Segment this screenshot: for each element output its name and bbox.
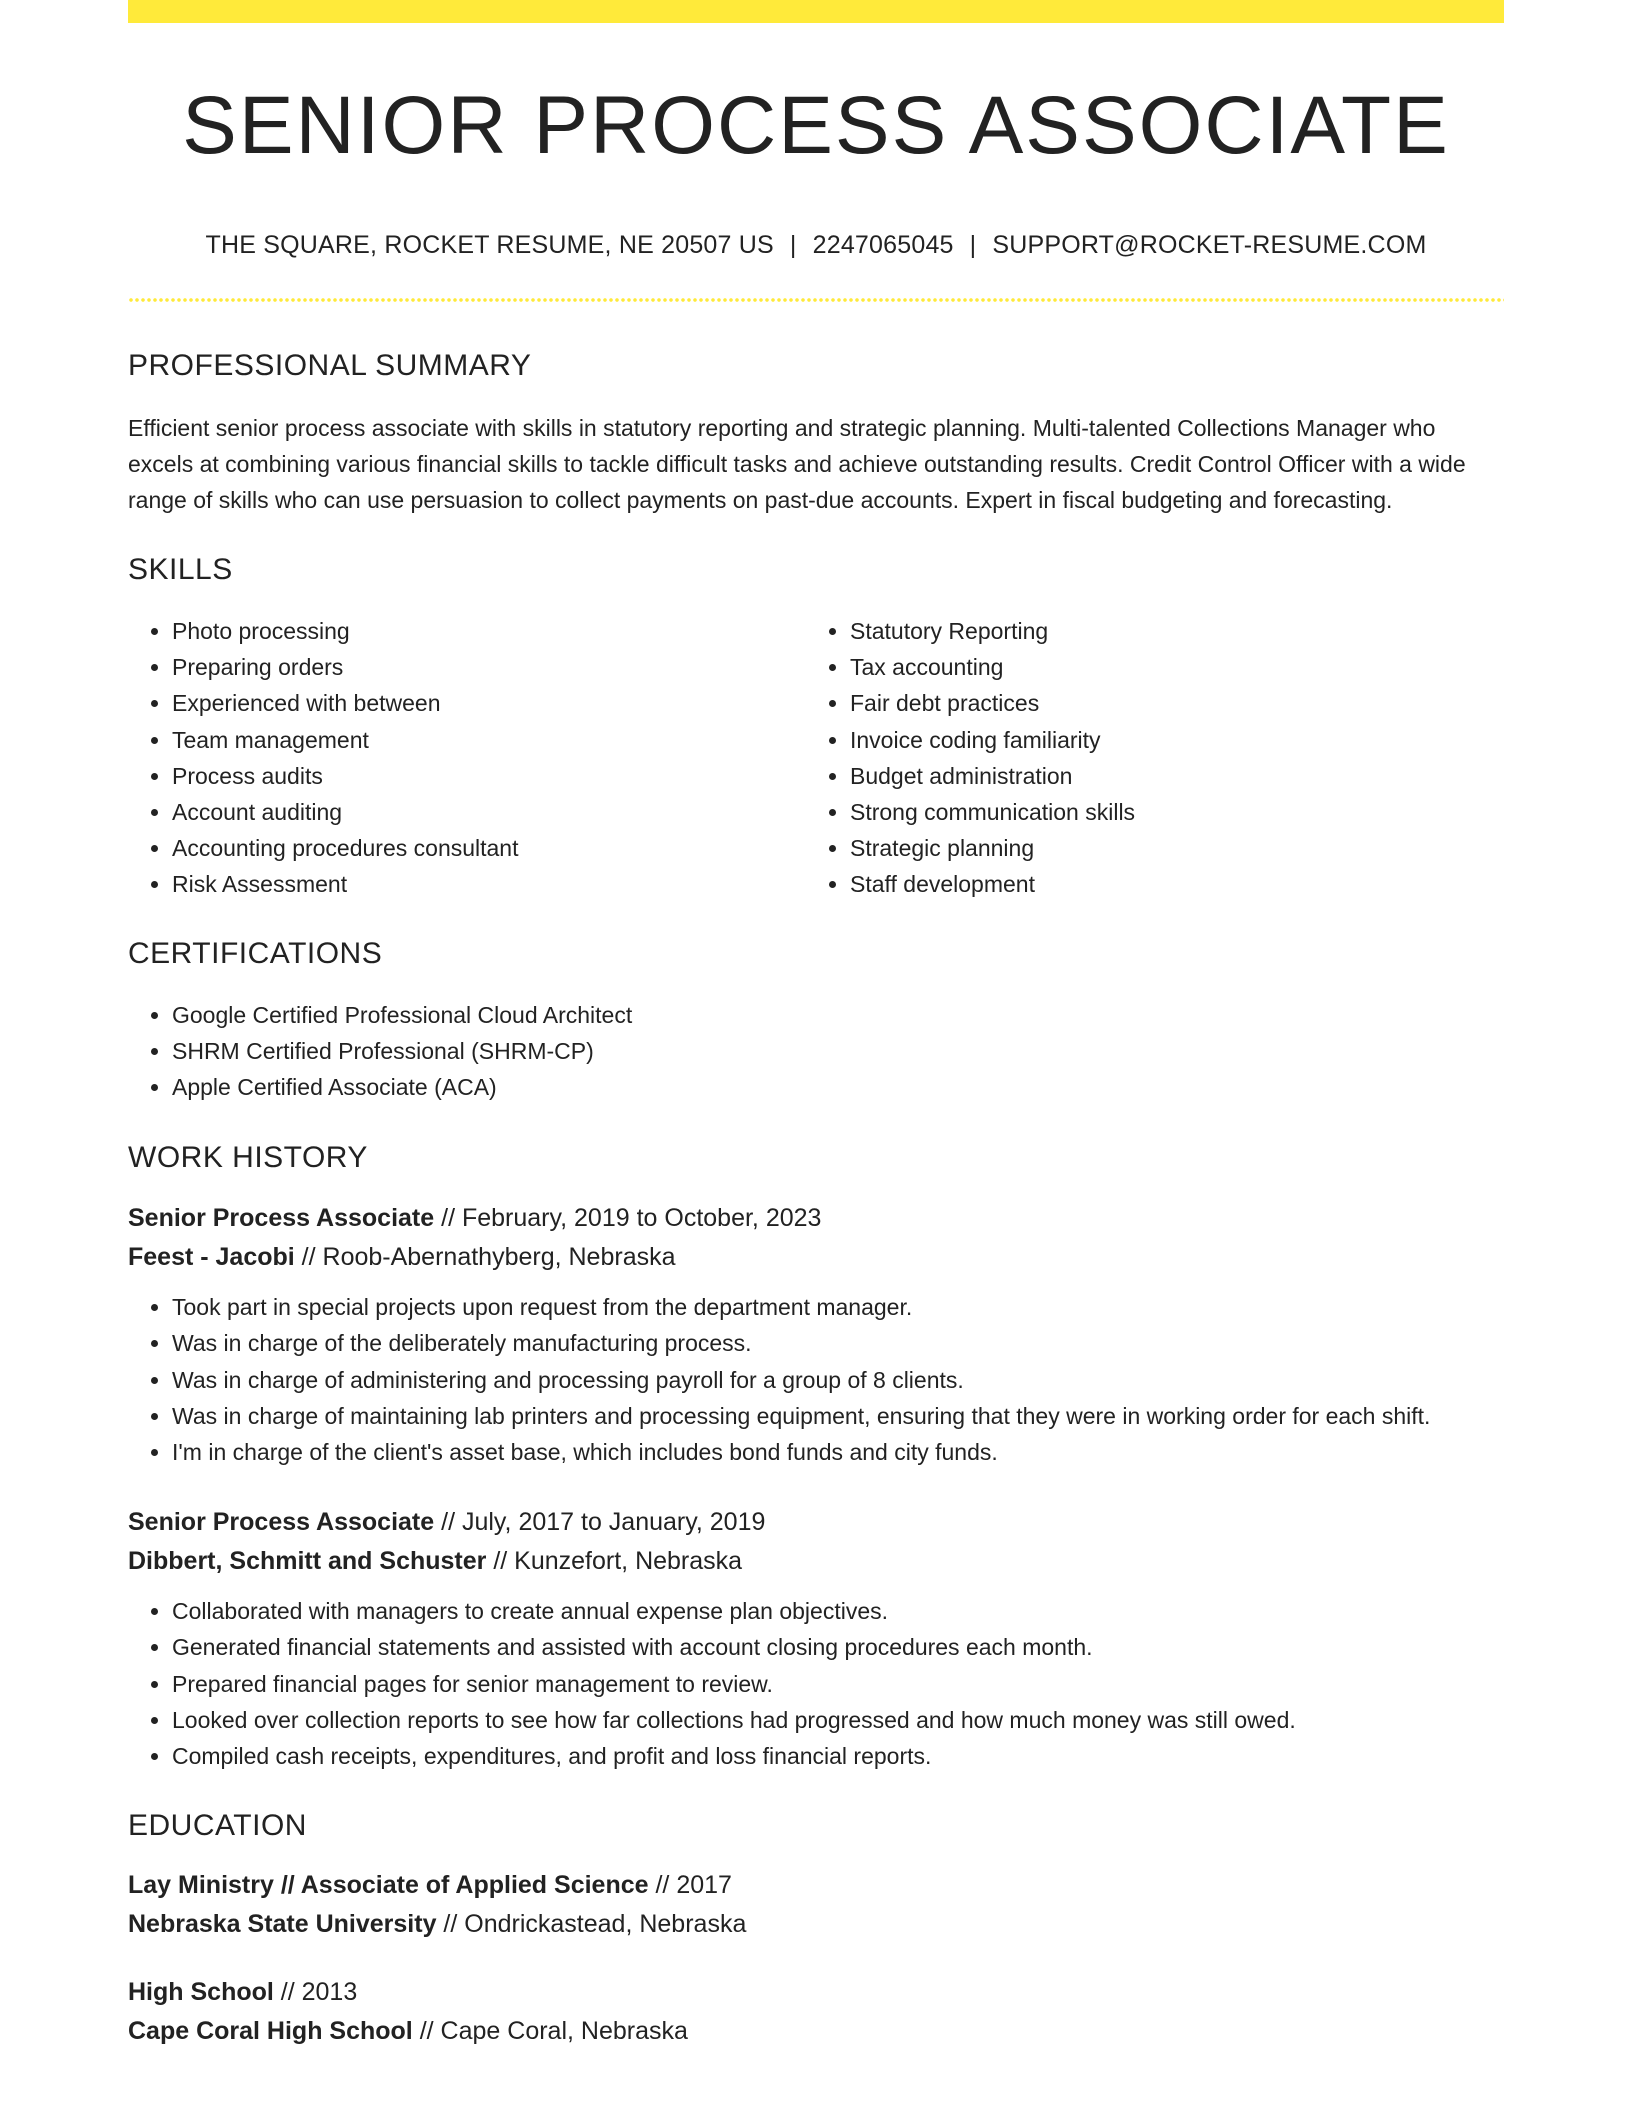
education-degree: Lay Ministry // Associate of Applied Science [128, 1871, 649, 1900]
skills-left-column [128, 613, 806, 903]
education-year: // 2013 [273, 1978, 358, 2007]
job-dates: // July, 2017 to January, 2019 [434, 1508, 766, 1537]
job-bullet: • Collaborated with managers to create annual expense plan objectives. [172, 1593, 1504, 1629]
page-title: SENIOR PROCESS ASSOCIATE [182, 80, 1450, 171]
address: THE SQUARE, ROCKET RESUME, NE 20507 US [205, 231, 774, 259]
skills-heading: SKILLS [128, 553, 233, 586]
education-heading: EDUCATION [128, 1809, 307, 1843]
top-accent-bar [128, 0, 1504, 23]
education-school: Nebraska State University [128, 1910, 437, 1939]
job-bullet: • Generated financial statements and assisted with account closing procedures each month. [172, 1629, 1504, 1665]
skill-item: • Account auditing [172, 794, 806, 830]
contact-separator: | [789, 231, 797, 259]
skill-item: • Photo processing [172, 613, 806, 649]
education-location: // Ondrickastead, Nebraska [436, 1910, 747, 1939]
resume-page [128, 0, 1504, 2051]
job-bullet: • Prepared financial pages for senior management to review. [172, 1666, 1504, 1702]
contact-separator: | [969, 231, 977, 259]
skills-columns [128, 613, 1504, 903]
job-entry [128, 1199, 1504, 1470]
skills-right-column [806, 613, 1484, 903]
job-entry [128, 1503, 1504, 1774]
education-year: // 2017 [648, 1871, 732, 1900]
skill-item: • Preparing orders [172, 649, 806, 685]
job-role-line [128, 1503, 1504, 1542]
job-bullet: • Compiled cash receipts, expenditures, and profit and loss financial reports. [172, 1738, 1504, 1774]
skill-item: • Budget administration [850, 758, 1484, 794]
certifications-heading: CERTIFICATIONS [128, 936, 383, 970]
skill-item: • Fair debt practices [850, 685, 1484, 721]
job-role: Senior Process Associate [128, 1508, 435, 1537]
skills-right-list [806, 613, 1484, 903]
skill-item: • Tax accounting [850, 649, 1484, 685]
job-company-line [128, 1542, 1504, 1581]
certifications-list [128, 997, 1504, 1106]
skill-item: • Accounting procedures consultant [172, 830, 806, 866]
certification-item: • SHRM Certified Professional (SHRM-CP) [172, 1033, 1504, 1069]
education-school: Cape Coral High School [128, 2017, 413, 2046]
job-bullet: • I'm in charge of the client's asset base, which includes bond funds and city funds. [172, 1434, 1504, 1470]
job-company: Feest - Jacobi [128, 1243, 295, 1272]
dotted-divider [128, 298, 1504, 302]
skill-item: • Strong communication skills [850, 794, 1484, 830]
job-bullet: • Was in charge of the deliberately manufacturing process. [172, 1325, 1504, 1361]
education-entry [128, 1973, 1504, 2051]
phone: 2247065045 [812, 231, 954, 259]
job-location: // Kunzefort, Nebraska [486, 1547, 743, 1576]
certification-item: • Apple Certified Associate (ACA) [172, 1069, 1504, 1105]
contact-line [128, 233, 1504, 258]
education-school-line [128, 2012, 1504, 2051]
education-degree: High School [128, 1978, 274, 2007]
education-school-line [128, 1905, 1504, 1944]
skill-item: • Strategic planning [850, 830, 1484, 866]
skill-item: • Statutory Reporting [850, 613, 1484, 649]
summary-text: Efficient senior process associate with skills in statutory reporting and strategic planning. Multi-talented Collections Manager who excels at combining various financial skills to tackle difficult tasks and achieve outstanding results. Credit Control Officer with a wide range of skills who can use persuasion to collect payments on past-due accounts. Expert in fiscal budgeting and forecasting. [128, 415, 1466, 513]
certification-item: • Google Certified Professional Cloud Architect [172, 997, 1504, 1033]
job-bullet: • Was in charge of administering and processing payroll for a group of 8 clients. [172, 1362, 1504, 1398]
job-bullet: • Took part in special projects upon request from the department manager. [172, 1289, 1504, 1325]
education-location: // Cape Coral, Nebraska [412, 2017, 688, 2046]
education-degree-line [128, 1973, 1504, 2012]
skill-item: • Risk Assessment [172, 866, 806, 902]
skill-item: • Process audits [172, 758, 806, 794]
skill-item: • Team management [172, 722, 806, 758]
job-bullet: • Looked over collection reports to see how far collections had progressed and how much money was still owed. [172, 1702, 1504, 1738]
job-bullets [128, 1289, 1504, 1470]
work-history-heading: WORK HISTORY [128, 1141, 368, 1175]
job-bullet: • Was in charge of maintaining lab printers and processing equipment, ensuring that they were in working order for each shift. [172, 1398, 1504, 1434]
skill-item: • Staff development [850, 866, 1484, 902]
job-role-line [128, 1199, 1504, 1238]
summary-heading: PROFESSIONAL SUMMARY [128, 349, 532, 382]
skill-item: • Experienced with between [172, 685, 806, 721]
job-company-line [128, 1238, 1504, 1277]
job-company: Dibbert, Schmitt and Schuster [128, 1547, 487, 1576]
job-dates: // February, 2019 to October, 2023 [434, 1204, 822, 1233]
job-role: Senior Process Associate [128, 1204, 435, 1233]
job-location: // Roob-Abernathyberg, Nebraska [294, 1243, 676, 1272]
job-bullets [128, 1593, 1504, 1774]
education-degree-line [128, 1866, 1504, 1905]
education-entry [128, 1866, 1504, 1944]
email: SUPPORT@ROCKET-RESUME.COM [992, 231, 1427, 259]
skill-item: • Invoice coding familiarity [850, 722, 1484, 758]
skills-left-list [128, 613, 806, 903]
